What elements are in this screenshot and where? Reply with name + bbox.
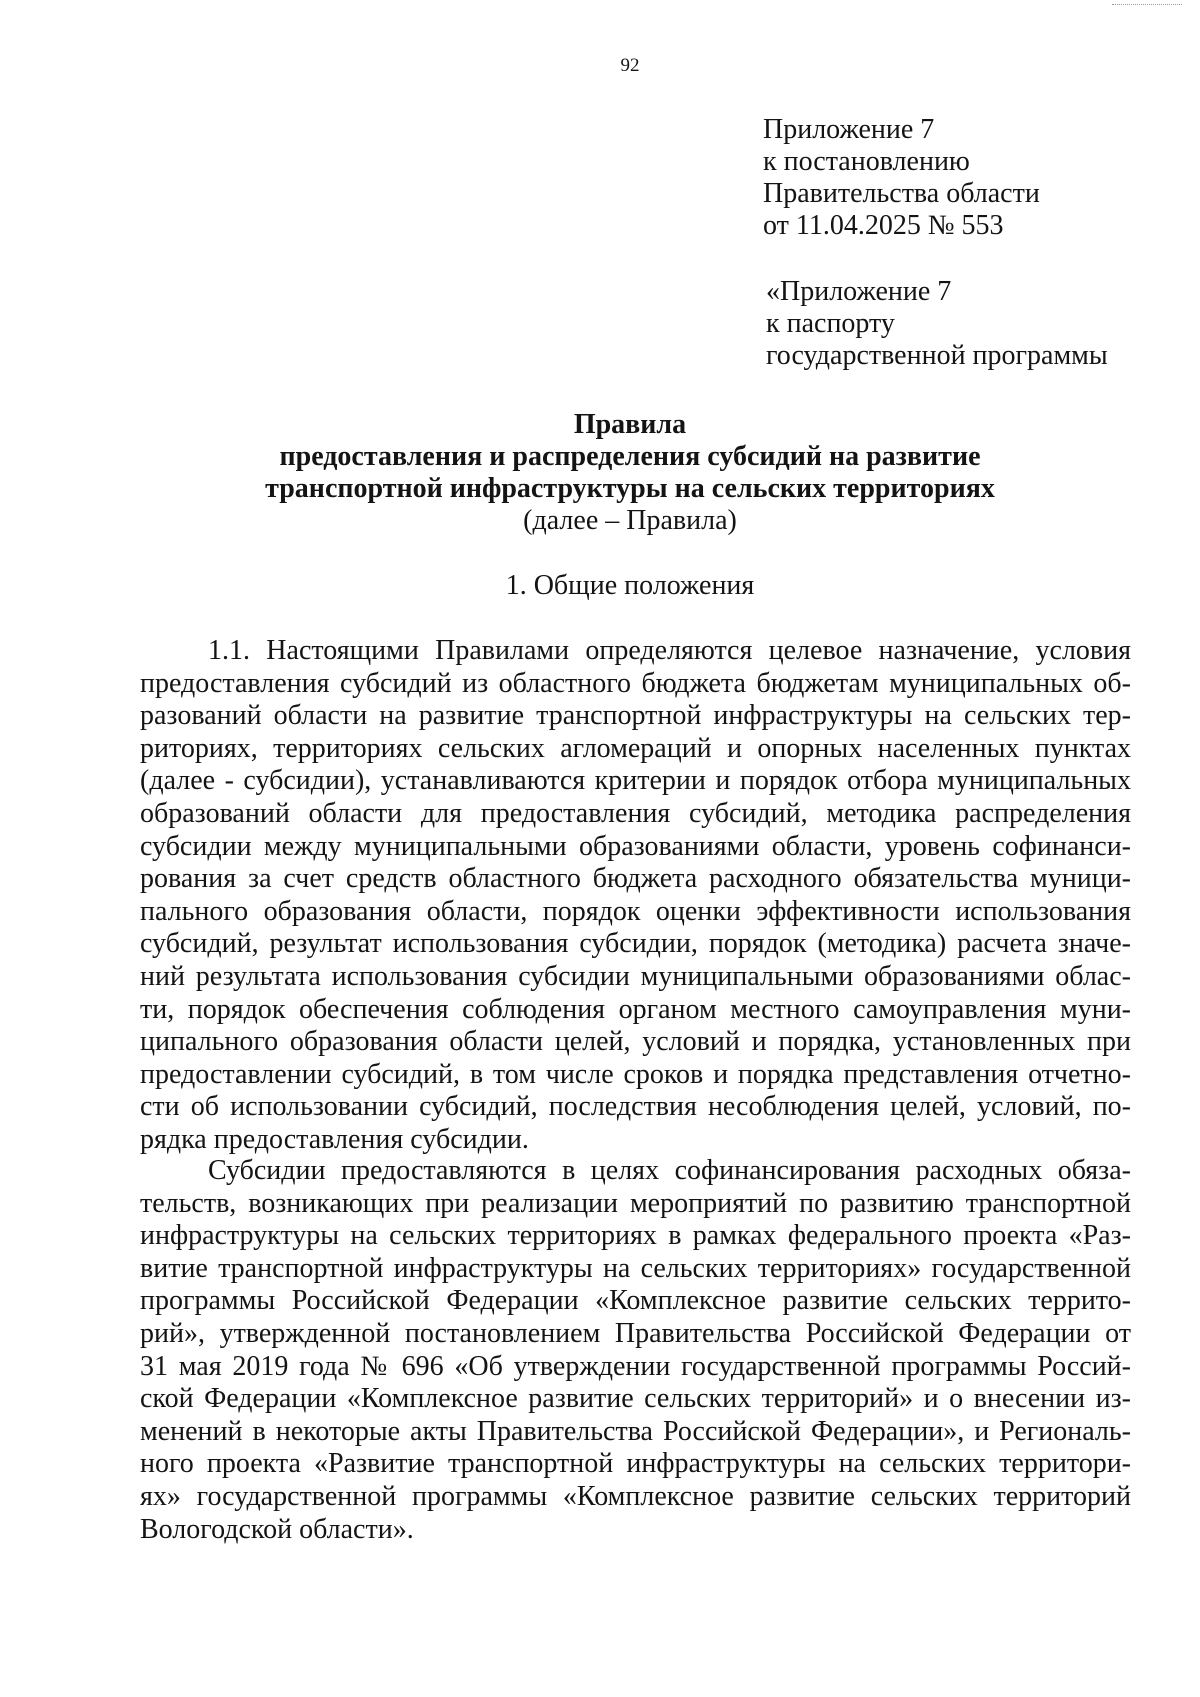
paragraph-line: рования за счет средств областного бюджета расходного обязательства муници- xyxy=(140,863,1131,895)
paragraph-line: ях» государственной программы «Комплексное развитие сельских территорий xyxy=(140,1480,1131,1512)
paragraph-line: ти, порядок обеспечения соблюдения органом местного самоуправления муни- xyxy=(140,993,1131,1025)
title-subline: (далее – Правила) xyxy=(523,505,737,536)
appendix-line: Правительства области xyxy=(763,178,1040,209)
document-title xyxy=(130,409,1130,537)
paragraph-1 xyxy=(140,635,1131,1157)
paragraph-line: менений в некоторые акты Правительства Российской Федерации», и Региональ- xyxy=(140,1415,1131,1447)
appendix-quote-line: государственной программы xyxy=(766,340,1108,371)
paragraph-line: (далее - субсидии), устанавливаются критерии и порядок отбора муниципальных xyxy=(140,765,1131,797)
paragraph-line: рядка предоставления субсидии. xyxy=(140,1123,529,1155)
paragraph-line: субсидии между муниципальными образованиями области, уровень софинанси- xyxy=(140,830,1131,862)
appendix-quote-line: «Приложение 7 xyxy=(766,276,952,307)
paragraph-line: ципального образования области целей, условий и порядка, установленных при xyxy=(140,1026,1131,1058)
paragraph-line: пального образования области, порядок оценки эффективности использования xyxy=(140,895,1131,927)
paragraph-line: ного проекта «Развитие транспортной инфраструктуры на сельских территори- xyxy=(140,1448,1131,1480)
section-heading: 1. Общие положения xyxy=(505,570,755,601)
paragraph-line: образований области для предоставления субсидий, методика распределения xyxy=(140,797,1131,829)
paragraph-line: риториях, территориях сельских агломераций и опорных населенных пунктах xyxy=(140,732,1131,764)
paragraph-line: Субсидии предоставляются в целях софинансирования расходных обяза- xyxy=(208,1155,1131,1186)
appendix-quote-header xyxy=(766,276,1108,372)
paragraph-line: программы Российской Федерации «Комплексное развитие сельских террито- xyxy=(140,1285,1131,1317)
paragraph-line: Вологодской области». xyxy=(140,1513,414,1545)
paragraph-line: 1.1. Настоящими Правилами определяются целевое назначение, условия xyxy=(208,635,1131,666)
paragraph-line: ний результата использования субсидии муниципальными образованиями облас- xyxy=(140,960,1131,992)
paragraph-line: тельств, возникающих при реализации мероприятий по развитию транспортной xyxy=(140,1187,1131,1219)
appendix-quote-line: к паспорту xyxy=(766,308,895,339)
paragraph-line: разований области на развитие транспортной инфраструктуры на сельских тер- xyxy=(140,700,1131,732)
paragraph-line: 31 мая 2019 года № 696 «Об утверждении государственной программы Россий- xyxy=(140,1350,1131,1382)
title-line: предоставления и распределения субсидий на развитие xyxy=(279,441,981,472)
page-number: 92 xyxy=(620,55,640,76)
paragraph-line: инфраструктуры на сельских территориях в рамках федерального проекта «Раз- xyxy=(140,1220,1131,1252)
paragraph-2 xyxy=(140,1155,1131,1546)
scan-edge-mark xyxy=(1112,0,1182,5)
paragraph-line: предоставлении субсидий, в том числе сроков и порядка представления отчетно- xyxy=(140,1058,1131,1090)
title-line: транспортной инфраструктуры на сельских территориях xyxy=(265,473,995,504)
appendix-line: Приложение 7 xyxy=(763,114,935,145)
paragraph-line: предоставления субсидий из областного бюджета бюджетам муниципальных об- xyxy=(140,667,1131,699)
paragraph-line: субсидий, результат использования субсидии, порядок (методика) расчета значе- xyxy=(140,928,1131,960)
paragraph-line: ской Федерации «Комплексное развитие сельских территорий» и о внесении из- xyxy=(140,1383,1131,1415)
appendix-line: от 11.04.2025 № 553 xyxy=(763,210,1004,241)
paragraph-line: рий», утвержденной постановлением Правительства Российской Федерации от xyxy=(140,1317,1131,1349)
title-line: Правила xyxy=(573,409,687,440)
appendix-header xyxy=(763,114,1040,242)
paragraph-line: витие транспортной инфраструктуры на сельских территориях» государственной xyxy=(140,1252,1131,1284)
paragraph-line: сти об использовании субсидий, последствия несоблюдения целей, условий, по- xyxy=(140,1091,1131,1123)
appendix-line: к постановлению xyxy=(763,146,970,177)
